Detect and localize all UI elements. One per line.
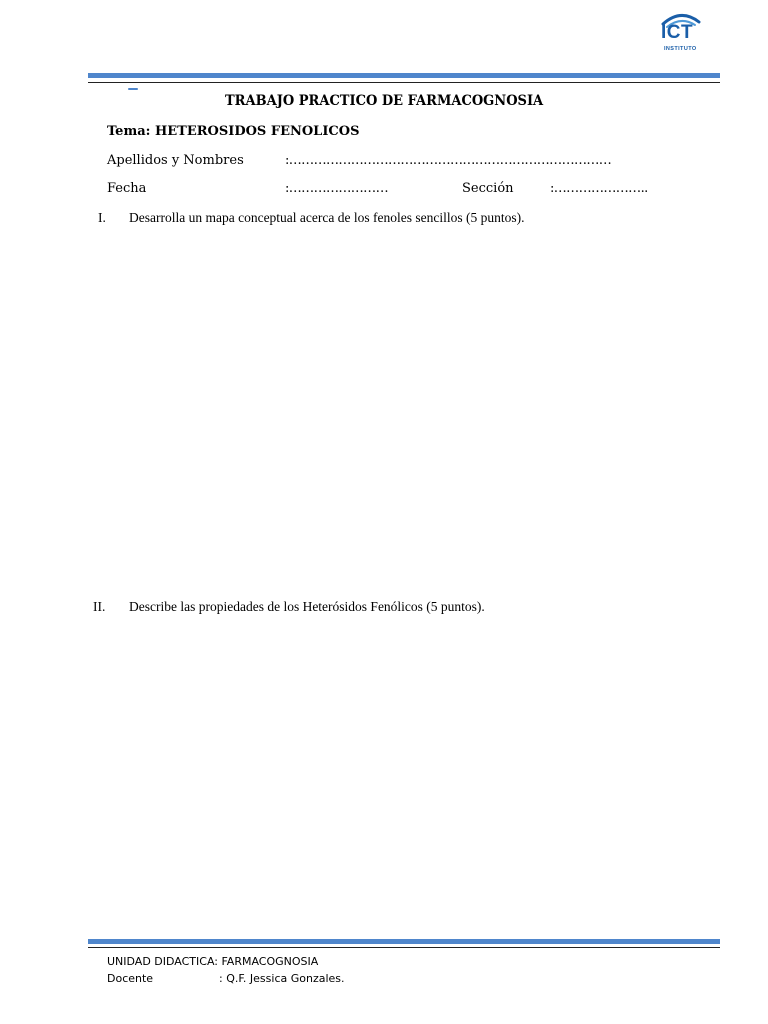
footer-unidad: UNIDAD DIDACTICA: FARMACOGNOSIA (107, 955, 319, 968)
footer-rule-blue (88, 939, 720, 944)
footer-rule-thin (88, 947, 720, 948)
fecha-field[interactable]: :…………………… (285, 181, 388, 196)
seccion-label: Sección (462, 181, 514, 196)
header-rule-mark (128, 88, 138, 90)
header-rule-blue (88, 73, 720, 78)
question-1-number: I. (98, 210, 106, 225)
header-rule-thin (88, 82, 720, 83)
question-2-text: Describe las propiedades de los Heterósidos Fenólicos (5 puntos). (129, 599, 485, 614)
ict-logo (655, 10, 707, 62)
question-2-number: II. (93, 599, 106, 614)
footer-docente-value: : Q.F. Jessica Gonzales. (219, 972, 345, 985)
fecha-label: Fecha (107, 181, 147, 196)
seccion-field[interactable]: :………………….. (550, 181, 648, 196)
logo-text: ICT (661, 22, 694, 43)
nombres-label: Apellidos y Nombres (107, 153, 244, 168)
footer-docente-label: Docente (107, 972, 154, 985)
logo-subtext: INSTITUTO (664, 46, 697, 52)
page-title: TRABAJO PRACTICO DE FARMACOGNOSIA (224, 93, 544, 109)
nombres-field[interactable]: :…………………………………………………………………… (285, 153, 612, 168)
question-1-text: Desarrolla un mapa conceptual acerca de los fenoles sencillos (5 puntos). (129, 210, 525, 225)
tema-label: Tema: HETEROSIDOS FENOLICOS (107, 124, 360, 139)
